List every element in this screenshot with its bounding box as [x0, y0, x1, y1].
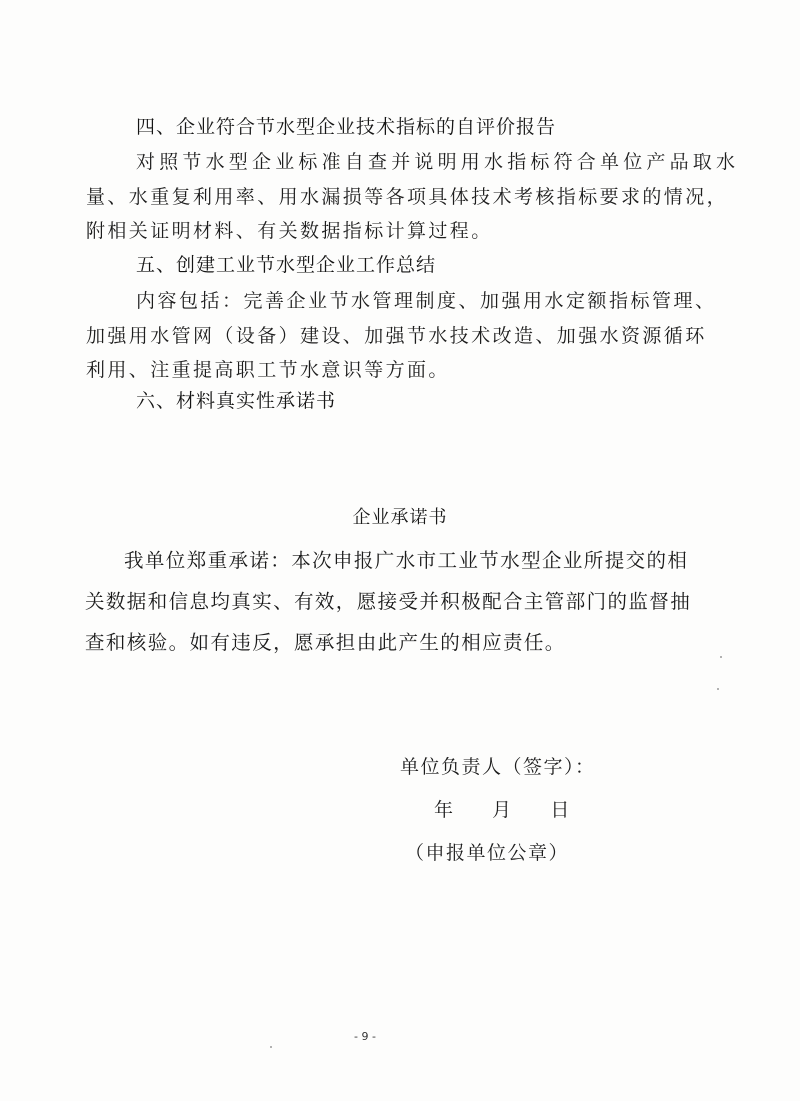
- section-4-line-2: 量、水重复利用率、用水漏损等各项具体技术考核指标要求的情况，: [86, 186, 729, 208]
- section-4-line-1: 对照节水型企业标准自查并说明用水指标符合单位产品取水: [136, 151, 740, 173]
- commitment-line-2: 关数据和信息均真实、有效，愿接受并积极配合主管部门的监督抽: [85, 590, 692, 613]
- scan-speck: [720, 656, 722, 658]
- section-5-line-2: 加强用水管网（设备）建设、加强节水技术改造、加强水资源循环: [86, 325, 707, 347]
- scan-speck: [270, 1046, 272, 1048]
- section-5-line-1: 内容包括：完善企业节水管理制度、加强用水定额指标管理、: [136, 290, 717, 312]
- section-4-heading: 四、企业符合节水型企业技术指标的自评价报告: [136, 116, 557, 138]
- commitment-line-3: 查和核验。如有违反，愿承担由此产生的相应责任。: [85, 631, 566, 654]
- scan-speck: [717, 688, 719, 690]
- section-5-heading: 五、创建工业节水型企业工作总结: [136, 254, 437, 276]
- section-5-line-3: 利用、注重提高职工节水意识等方面。: [86, 359, 450, 381]
- section-6-heading: 六、材料真实性承诺书: [136, 390, 337, 412]
- page-number: - 9 -: [354, 1030, 376, 1043]
- signature-date: 年 月 日: [434, 799, 573, 821]
- section-4-line-3: 附相关证明材料、有关数据指标计算过程。: [86, 220, 493, 242]
- commitment-line-1: 我单位郑重承诺：本次申报广水市工业节水型企业所提交的相: [124, 549, 689, 572]
- signature-responsible: 单位负责人（签字）：: [400, 756, 596, 778]
- commitment-title: 企业承诺书: [352, 507, 448, 528]
- signature-seal: （申报单位公章）: [405, 842, 570, 864]
